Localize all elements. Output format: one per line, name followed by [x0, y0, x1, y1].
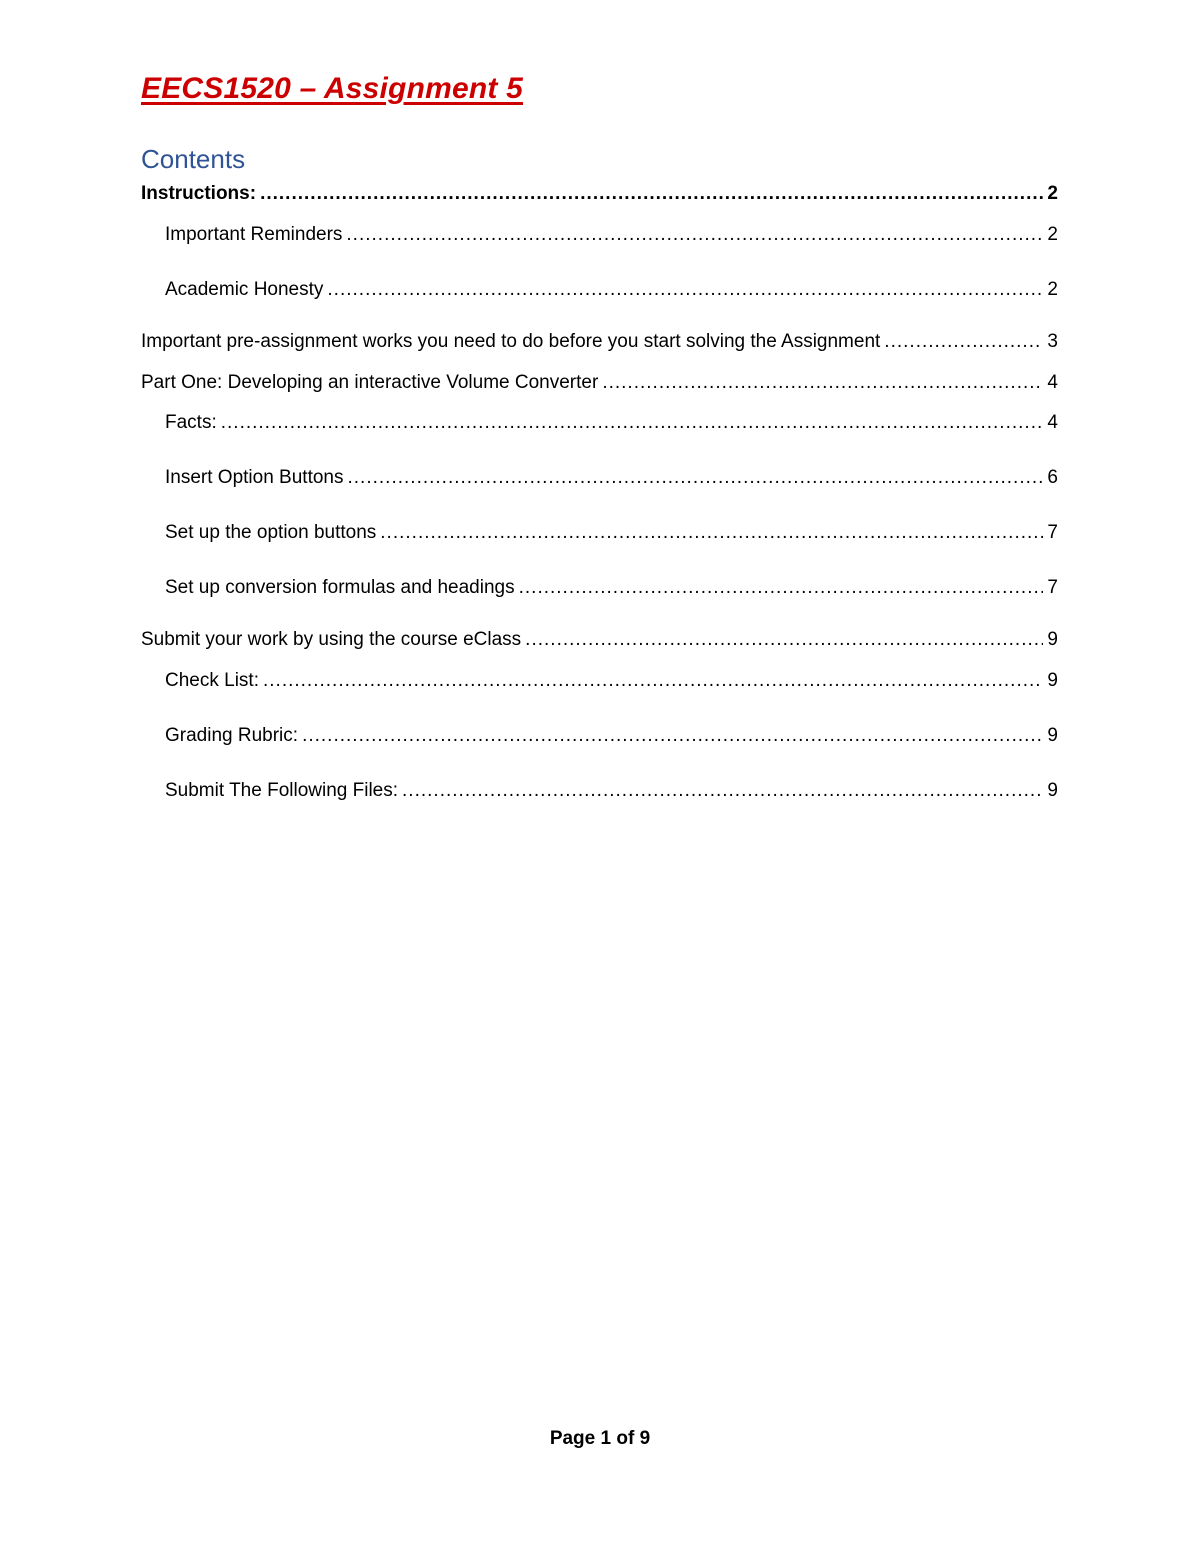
toc-entry-label: Set up conversion formulas and headings	[165, 577, 515, 598]
toc-page-number: 2	[1047, 183, 1058, 204]
toc-leader-dots	[348, 465, 1044, 491]
toc-leader-dots	[346, 222, 1043, 248]
toc-entry-academic-honesty[interactable]	[165, 277, 1058, 303]
toc-entry-label: Part One: Developing an interactive Volume Converter	[141, 372, 599, 393]
toc-leader-dots	[525, 627, 1043, 653]
toc-page-number: 7	[1047, 577, 1058, 598]
toc-entry-pre-assignment[interactable]	[141, 329, 1058, 355]
toc-page-number: 4	[1047, 372, 1058, 393]
toc-entry-insert-option-buttons[interactable]	[165, 465, 1058, 491]
toc-page-number: 2	[1047, 279, 1058, 300]
toc-entry-part-one[interactable]	[141, 370, 1058, 396]
toc-entry-conversion-formulas[interactable]	[165, 575, 1058, 601]
toc-entry-submit-work[interactable]	[141, 627, 1058, 653]
toc-leader-dots	[884, 329, 1043, 355]
toc-page-number: 2	[1047, 224, 1058, 245]
toc-leader-dots	[302, 723, 1043, 749]
toc-entry-instructions[interactable]	[141, 181, 1058, 207]
footer-page-label: Page	[549, 1428, 596, 1449]
toc-page-number: 9	[1047, 725, 1058, 746]
toc-page-number: 6	[1047, 467, 1058, 488]
footer-of-label: of	[616, 1428, 635, 1449]
toc-entry-label: Important pre-assignment works you need to do before you start solving the Assignment	[141, 331, 881, 352]
toc-entry-submit-files[interactable]	[165, 778, 1058, 804]
toc-leader-dots	[380, 520, 1043, 546]
toc-entry-label: Insert Option Buttons	[165, 467, 344, 488]
toc-entry-label: Check List:	[165, 670, 259, 691]
toc-leader-dots	[519, 575, 1044, 601]
toc-page-number: 9	[1047, 780, 1058, 801]
toc-entry-grading-rubric[interactable]	[165, 723, 1058, 749]
toc-entry-facts[interactable]	[165, 410, 1058, 436]
toc-page-number: 3	[1047, 331, 1058, 352]
toc-entry-label: Academic Honesty	[165, 279, 324, 300]
toc-leader-dots	[263, 668, 1043, 694]
toc-entry-label: Submit The Following Files:	[165, 780, 399, 801]
toc-leader-dots	[402, 778, 1043, 804]
toc-entry-label: Facts:	[165, 412, 217, 433]
page-footer	[0, 1428, 1200, 1450]
toc-leader-dots	[221, 410, 1044, 436]
toc-entry-label: Submit your work by using the course eClass	[141, 629, 522, 650]
toc-entry-check-list[interactable]	[165, 668, 1058, 694]
toc-entry-label: Important Reminders	[165, 224, 343, 245]
toc-leader-dots	[602, 370, 1043, 396]
contents-heading: Contents	[141, 144, 246, 174]
toc-page-number: 9	[1047, 629, 1058, 650]
toc-entry-important-reminders[interactable]	[165, 222, 1058, 248]
toc-page-number: 4	[1047, 412, 1058, 433]
footer-total-pages: 9	[639, 1428, 651, 1449]
toc-leader-dots	[260, 181, 1043, 207]
document-title: EECS1520 – Assignment 5	[141, 72, 523, 105]
toc-entry-label: Instructions:	[141, 183, 257, 204]
toc-entry-label: Grading Rubric:	[165, 725, 299, 746]
toc-leader-dots	[327, 277, 1043, 303]
footer-page-number: 1	[600, 1428, 612, 1449]
toc-page-number: 7	[1047, 522, 1058, 543]
toc-page-number: 9	[1047, 670, 1058, 691]
toc-entry-label: Set up the option buttons	[165, 522, 377, 543]
toc-entry-set-up-option-buttons[interactable]	[165, 520, 1058, 546]
